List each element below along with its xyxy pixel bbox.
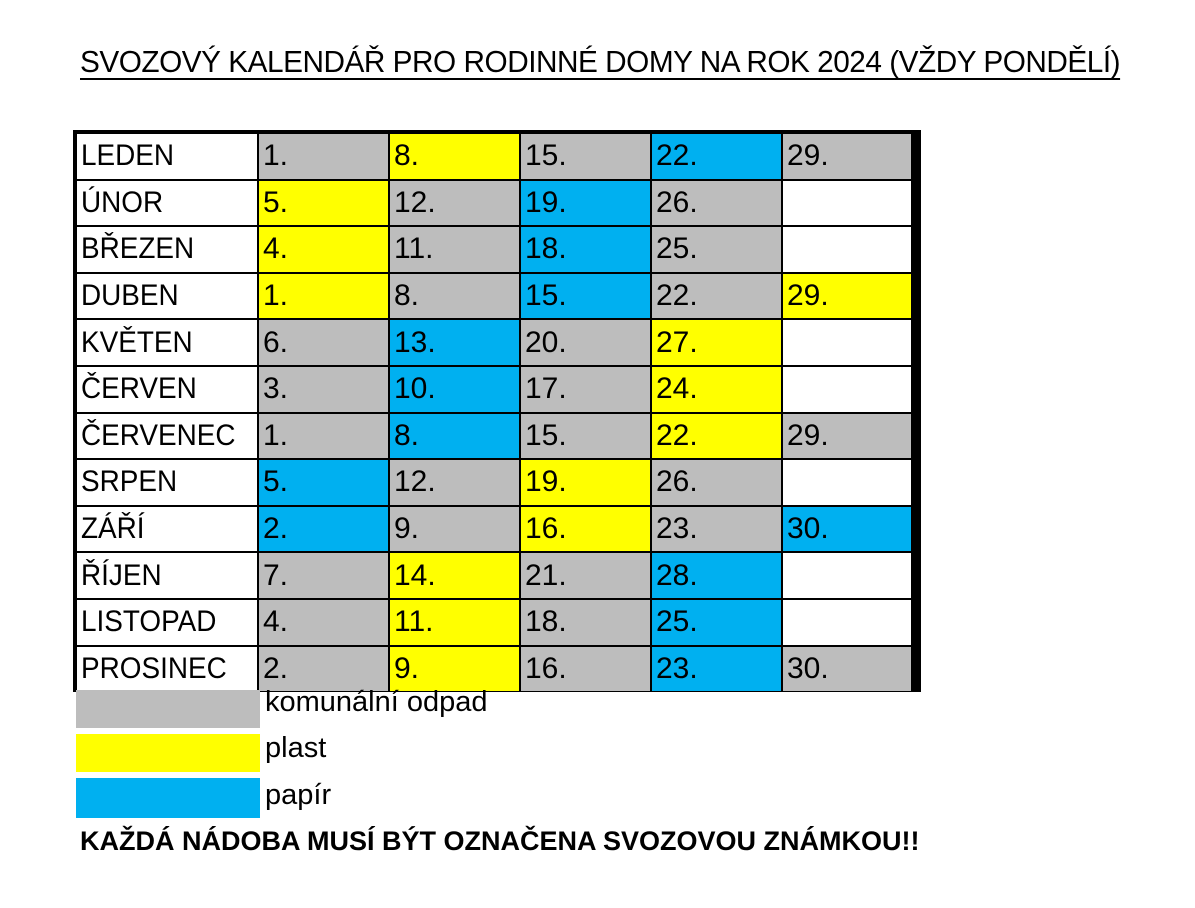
day-cell: 30. bbox=[783, 647, 911, 692]
month-label: LISTOPAD bbox=[81, 605, 217, 639]
day-cell: 21. bbox=[521, 553, 650, 598]
month-label: ÚNOR bbox=[81, 185, 164, 219]
day-cell: 7. bbox=[259, 553, 388, 598]
day-cell: 26. bbox=[652, 460, 781, 505]
month-cell bbox=[77, 274, 257, 319]
day-cell: 1. bbox=[259, 134, 388, 179]
day-cell: 2. bbox=[259, 507, 388, 552]
legend-label: plast bbox=[265, 732, 327, 764]
day-cell bbox=[783, 227, 911, 272]
day-cell: 20. bbox=[521, 320, 650, 365]
day-cell: 4. bbox=[259, 600, 388, 645]
day-cell: 22. bbox=[652, 134, 781, 179]
month-label: ČERVEN bbox=[81, 372, 197, 406]
day-cell bbox=[783, 553, 911, 598]
day-cell: 12. bbox=[390, 181, 519, 226]
month-cell bbox=[77, 320, 257, 365]
day-cell: 11. bbox=[390, 227, 519, 272]
legend-label: komunální odpad bbox=[265, 686, 488, 718]
day-cell: 13. bbox=[390, 320, 519, 365]
day-cell: 15. bbox=[521, 414, 650, 459]
day-cell: 4. bbox=[259, 227, 388, 272]
month-label: LEDEN bbox=[81, 139, 175, 173]
month-label: ŘÍJEN bbox=[81, 558, 162, 592]
day-cell: 11. bbox=[390, 600, 519, 645]
day-cell: 22. bbox=[652, 274, 781, 319]
day-cell bbox=[783, 460, 911, 505]
day-cell: 8. bbox=[390, 414, 519, 459]
day-cell: 10. bbox=[390, 367, 519, 412]
day-cell: 5. bbox=[259, 460, 388, 505]
month-label: ZÁŘÍ bbox=[81, 512, 145, 546]
page-title: SVOZOVÝ KALENDÁŘ PRO RODINNÉ DOMY NA ROK 2024 (VŽDY PONDĚLÍ) bbox=[80, 44, 1121, 79]
day-cell: 23. bbox=[652, 647, 781, 692]
month-cell bbox=[77, 507, 257, 552]
day-cell: 16. bbox=[521, 647, 650, 692]
day-cell bbox=[783, 600, 911, 645]
day-cell: 14. bbox=[390, 553, 519, 598]
day-cell: 24. bbox=[652, 367, 781, 412]
legend-swatch bbox=[76, 690, 260, 728]
day-cell: 22. bbox=[652, 414, 781, 459]
day-cell bbox=[783, 367, 911, 412]
legend-label: papír bbox=[265, 779, 332, 811]
day-cell bbox=[783, 320, 911, 365]
legend-swatch bbox=[76, 734, 260, 772]
day-cell: 9. bbox=[390, 507, 519, 552]
day-cell: 2. bbox=[259, 647, 388, 692]
month-cell bbox=[77, 460, 257, 505]
day-cell: 12. bbox=[390, 460, 519, 505]
day-cell: 19. bbox=[521, 460, 650, 505]
month-cell bbox=[77, 553, 257, 598]
day-cell: 25. bbox=[652, 600, 781, 645]
day-cell: 23. bbox=[652, 507, 781, 552]
day-cell: 1. bbox=[259, 274, 388, 319]
day-cell: 27. bbox=[652, 320, 781, 365]
month-cell bbox=[77, 227, 257, 272]
month-label: KVĚTEN bbox=[81, 325, 193, 359]
day-cell: 9. bbox=[390, 647, 519, 692]
day-cell: 15. bbox=[521, 134, 650, 179]
month-cell bbox=[77, 181, 257, 226]
month-cell bbox=[77, 647, 257, 692]
day-cell: 8. bbox=[390, 134, 519, 179]
day-cell: 17. bbox=[521, 367, 650, 412]
month-cell bbox=[77, 367, 257, 412]
day-cell: 28. bbox=[652, 553, 781, 598]
day-cell: 29. bbox=[783, 274, 911, 319]
month-label: BŘEZEN bbox=[81, 232, 195, 266]
day-cell: 16. bbox=[521, 507, 650, 552]
day-cell: 25. bbox=[652, 227, 781, 272]
month-label: ČERVENEC bbox=[81, 418, 236, 452]
day-cell: 29. bbox=[783, 134, 911, 179]
month-cell bbox=[77, 414, 257, 459]
day-cell: 19. bbox=[521, 181, 650, 226]
day-cell: 30. bbox=[783, 507, 911, 552]
collection-calendar-table bbox=[73, 130, 921, 692]
day-cell: 15. bbox=[521, 274, 650, 319]
month-label: PROSINEC bbox=[81, 651, 227, 685]
day-cell bbox=[783, 181, 911, 226]
day-cell: 26. bbox=[652, 181, 781, 226]
footer-notice: KAŽDÁ NÁDOBA MUSÍ BÝT OZNAČENA SVOZOVOU ZNÁMKOU!! bbox=[80, 826, 920, 856]
month-cell bbox=[77, 600, 257, 645]
legend-swatch bbox=[76, 778, 260, 818]
day-cell: 5. bbox=[259, 181, 388, 226]
month-cell bbox=[77, 134, 257, 179]
day-cell: 29. bbox=[783, 414, 911, 459]
day-cell: 6. bbox=[259, 320, 388, 365]
day-cell: 18. bbox=[521, 600, 650, 645]
day-cell: 3. bbox=[259, 367, 388, 412]
day-cell: 18. bbox=[521, 227, 650, 272]
day-cell: 1. bbox=[259, 414, 388, 459]
month-label: SRPEN bbox=[81, 465, 178, 499]
day-cell: 8. bbox=[390, 274, 519, 319]
month-label: DUBEN bbox=[81, 279, 179, 313]
